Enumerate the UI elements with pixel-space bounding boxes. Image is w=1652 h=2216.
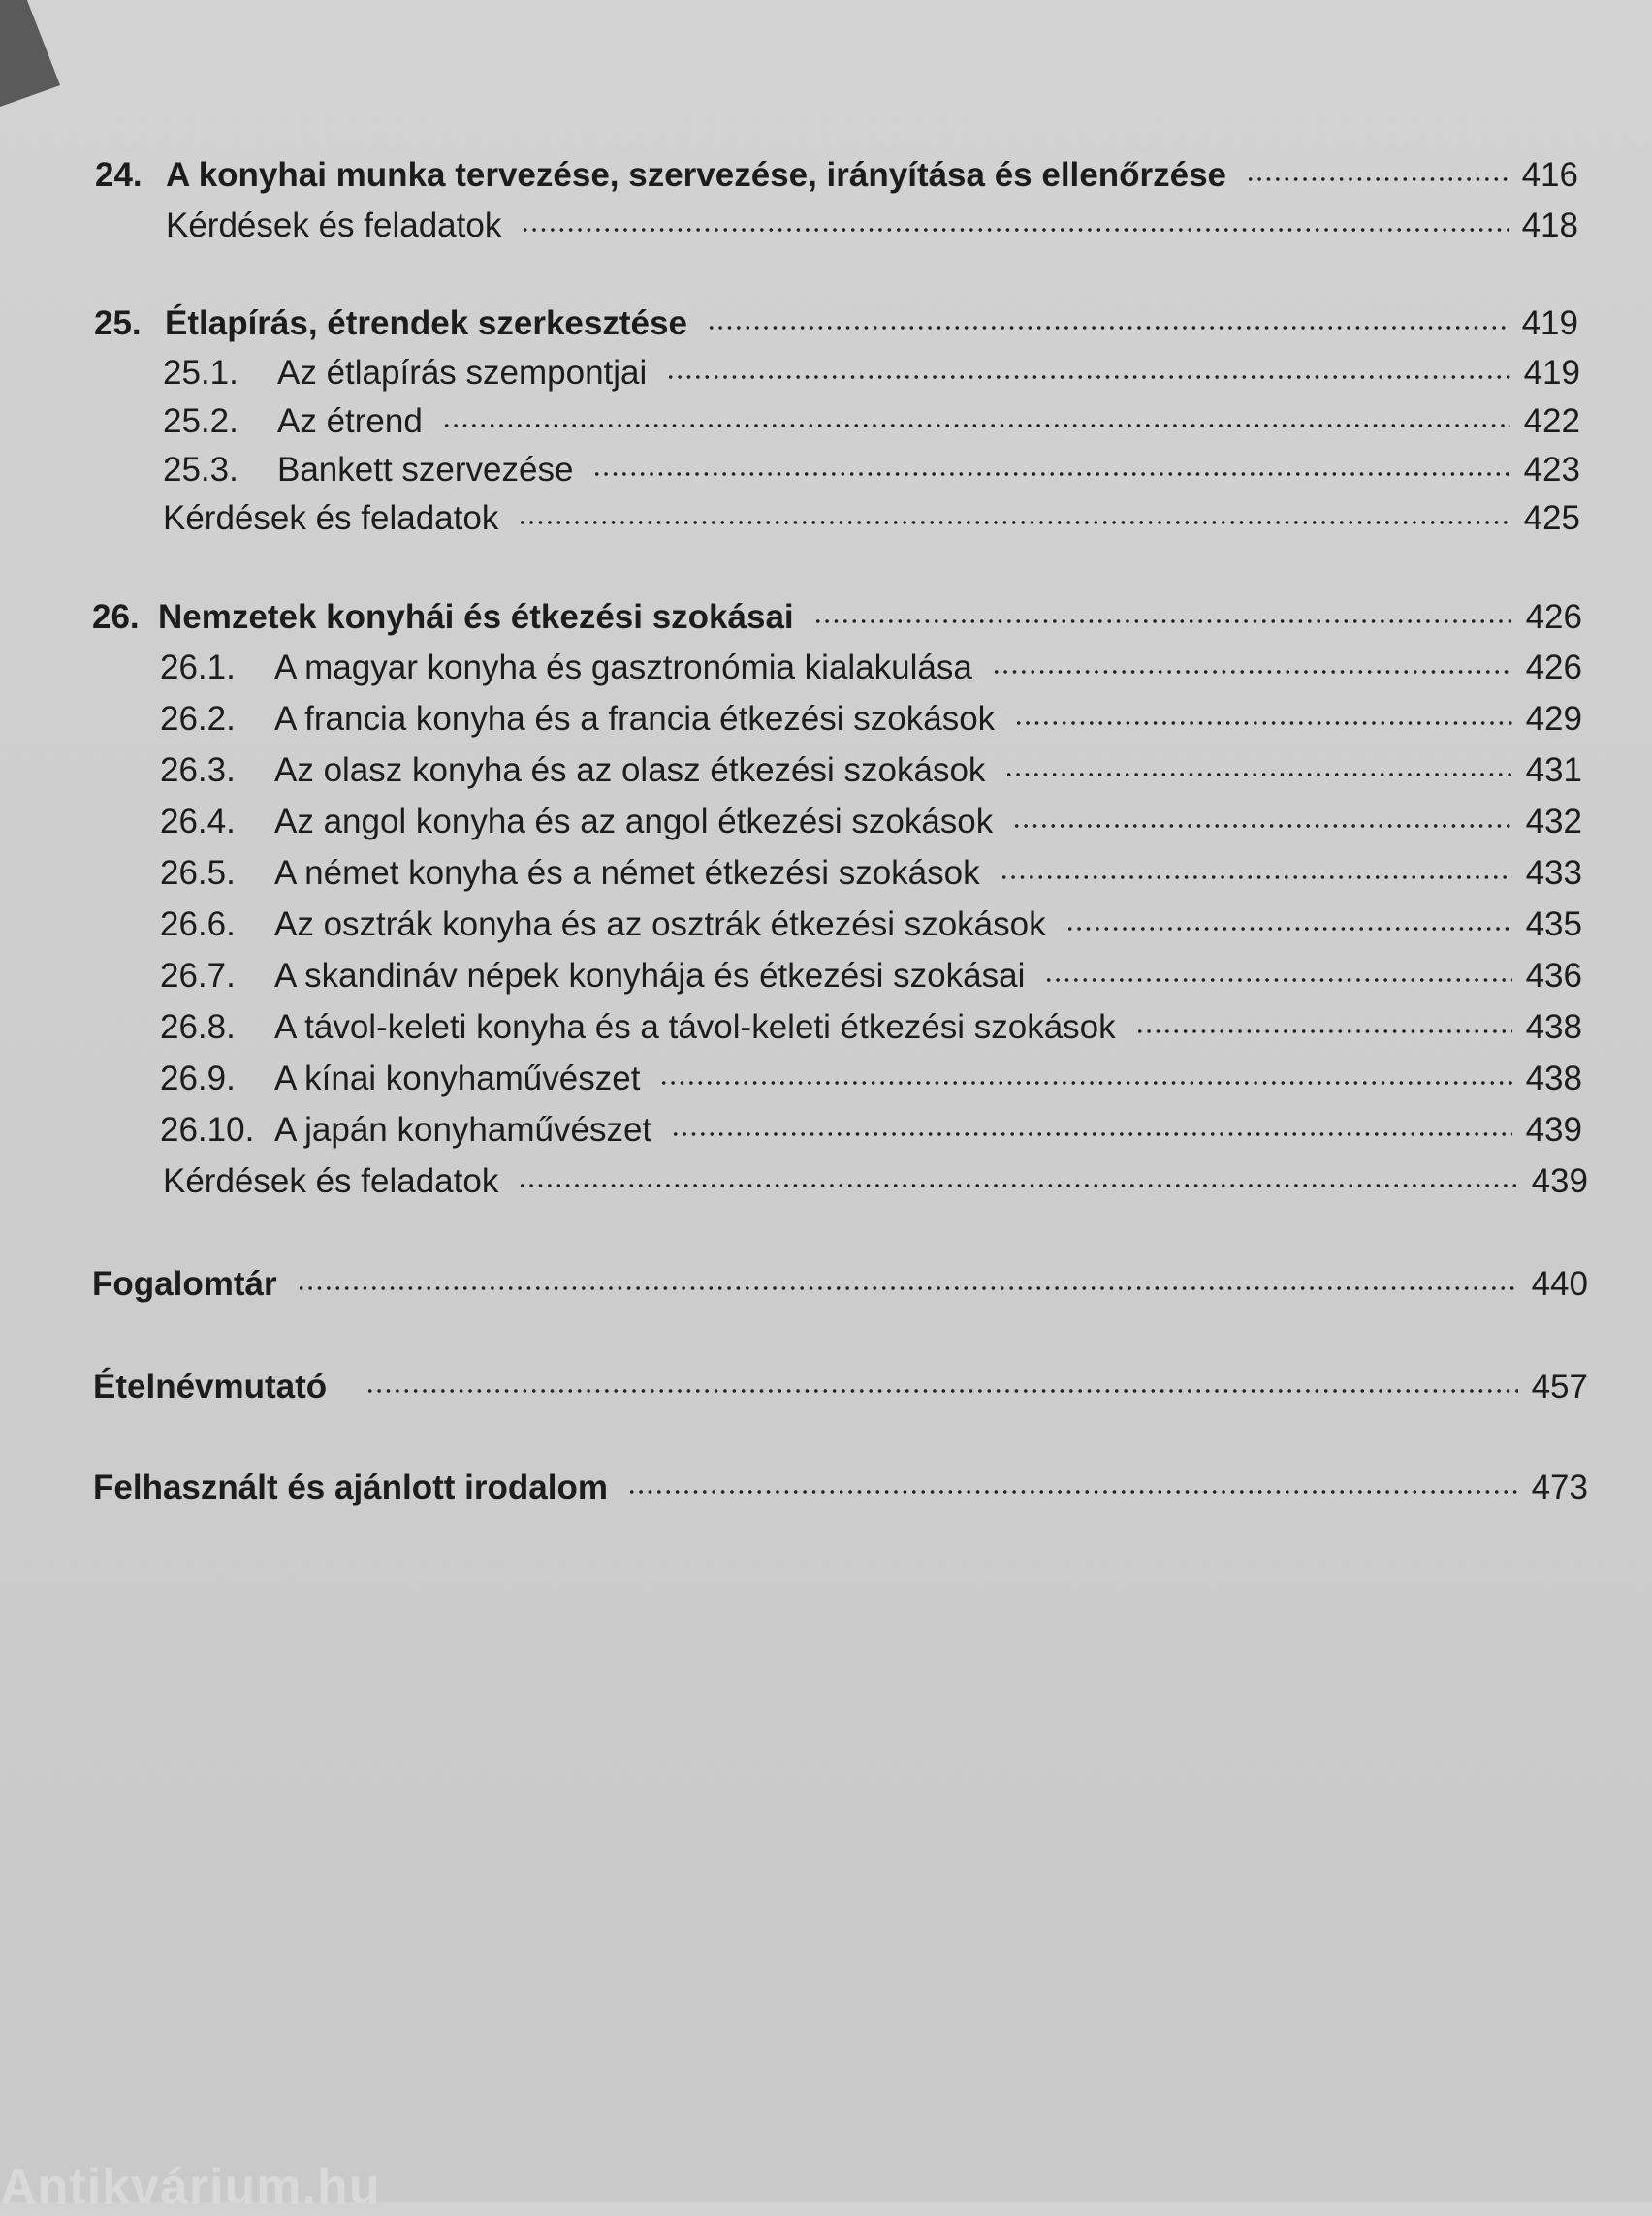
- toc-bibliography[interactable]: [93, 1466, 1588, 1516]
- section-title: A magyar konyha és gasztronómia kialakulása: [274, 649, 972, 686]
- page-number: 426: [1525, 598, 1582, 636]
- dot-leader: [813, 595, 1512, 628]
- toc-section-26-6[interactable]: [160, 902, 1582, 953]
- dot-leader: [1135, 1005, 1512, 1038]
- section-title: A távol-keleti konyha és a távol-keleti étkezési szokások: [274, 1008, 1116, 1046]
- section-number: 26.9.: [160, 1060, 236, 1097]
- toc-section-26-8[interactable]: [160, 1005, 1582, 1056]
- dot-leader: [521, 204, 1508, 237]
- questions-label: Kérdések és feladatok: [163, 1162, 499, 1200]
- section-title: A skandináv népek konyhája és étkezési szokásai: [274, 957, 1026, 995]
- section-number: 26.6.: [160, 905, 236, 943]
- dot-leader: [1065, 902, 1512, 935]
- page-number: 418: [1521, 206, 1578, 244]
- page-number: 457: [1531, 1368, 1588, 1406]
- dot-leader: [1014, 697, 1511, 730]
- section-number: 26.7.: [160, 957, 236, 995]
- toc-section-26-7[interactable]: [160, 954, 1582, 1004]
- page-number: 416: [1521, 156, 1578, 194]
- page-number: 433: [1525, 854, 1582, 892]
- page-number: 419: [1523, 354, 1580, 392]
- page-number: 432: [1525, 803, 1582, 840]
- section-title: Bankett szervezése: [277, 451, 574, 489]
- toc-section-26-2[interactable]: [160, 697, 1582, 747]
- watermark-text: Antikvárium.hu: [0, 2159, 381, 2215]
- toc-section-25-3[interactable]: [163, 448, 1580, 498]
- page-number: 439: [1525, 1111, 1582, 1149]
- chapter-title: Étlapírás, étrendek szerkesztése: [165, 304, 687, 342]
- section-number: 26.1.: [160, 649, 236, 686]
- section-title: A francia konyha és a francia étkezési szokások: [274, 700, 996, 738]
- section-number: 26.5.: [160, 854, 236, 892]
- toc-section-26-10[interactable]: [160, 1108, 1582, 1158]
- chapter-title: A konyhai munka tervezése, szervezése, irányítása és ellenőrzése: [166, 156, 1227, 194]
- toc-section-25-2[interactable]: [163, 399, 1580, 450]
- dot-leader: [1044, 954, 1511, 987]
- questions-label: Kérdések és feladatok: [163, 499, 499, 537]
- section-number: 26.3.: [160, 751, 236, 789]
- dot-leader: [1004, 748, 1511, 781]
- section-number: 25.1.: [163, 354, 238, 392]
- toc-section-26-3[interactable]: [160, 748, 1582, 799]
- chapter-number: 25.: [94, 304, 142, 342]
- toc-section-25-1[interactable]: [163, 351, 1580, 401]
- dot-leader: [707, 301, 1509, 334]
- page-number: 438: [1525, 1008, 1582, 1046]
- toc-section-26-5[interactable]: [160, 851, 1582, 902]
- page-number: 422: [1523, 402, 1580, 440]
- page-number: 436: [1525, 957, 1582, 995]
- glossary-title: Fogalomtár: [92, 1265, 277, 1303]
- page-number: 435: [1525, 905, 1582, 943]
- dot-leader: [627, 1466, 1518, 1499]
- dot-leader: [666, 351, 1509, 384]
- toc-chapter-24[interactable]: [95, 153, 1578, 204]
- dot-leader: [592, 448, 1509, 481]
- section-number: 26.2.: [160, 700, 236, 738]
- dot-leader: [365, 1365, 1517, 1398]
- bibliography-title: Felhasznált és ajánlott irodalom: [93, 1469, 608, 1506]
- page-number: 431: [1525, 751, 1582, 789]
- dot-leader: [671, 1108, 1511, 1141]
- section-title: Az olasz konyha és az olasz étkezési szokások: [274, 751, 986, 789]
- section-number: 26.10.: [160, 1111, 255, 1149]
- section-title: A kínai konyhaművészet: [274, 1060, 641, 1097]
- chapter-number: 26.: [92, 598, 140, 636]
- page-corner-shadow: [0, 0, 60, 107]
- page-number: 439: [1531, 1162, 1588, 1200]
- section-number: 26.4.: [160, 803, 236, 840]
- page-number: 438: [1525, 1060, 1582, 1097]
- chapter-title: Nemzetek konyhái és étkezési szokásai: [158, 598, 794, 636]
- dot-leader: [1012, 800, 1511, 833]
- dot-leader: [297, 1262, 1518, 1295]
- toc-section-26-4[interactable]: [160, 800, 1582, 850]
- toc-questions-26[interactable]: [163, 1159, 1588, 1210]
- section-title: A japán konyhaművészet: [274, 1111, 652, 1149]
- dot-leader: [442, 399, 1510, 432]
- page-number: 473: [1531, 1469, 1588, 1506]
- toc-questions-25[interactable]: [163, 496, 1580, 547]
- toc-dish-index[interactable]: [93, 1365, 1588, 1415]
- page-number: 429: [1525, 700, 1582, 738]
- toc-glossary[interactable]: [92, 1262, 1588, 1313]
- section-title: A német konyha és a német étkezési szokások: [274, 854, 980, 892]
- toc-chapter-26[interactable]: [92, 595, 1582, 646]
- dot-leader: [518, 496, 1509, 529]
- chapter-number: 24.: [95, 156, 143, 194]
- page-number: 425: [1523, 499, 1580, 537]
- section-title: Az osztrák konyha és az osztrák étkezési szokások: [274, 905, 1046, 943]
- section-title: Az étrend: [277, 402, 423, 440]
- section-title: Az étlapírás szempontjai: [277, 354, 648, 392]
- toc-section-26-9[interactable]: [160, 1057, 1582, 1107]
- dot-leader: [659, 1057, 1511, 1090]
- page-number: 426: [1525, 649, 1582, 686]
- toc-chapter-25[interactable]: [94, 301, 1578, 352]
- dot-leader: [992, 646, 1512, 679]
- section-number: 25.2.: [163, 402, 238, 440]
- section-number: 25.3.: [163, 451, 238, 489]
- page-number: 423: [1523, 451, 1580, 489]
- dot-leader: [1000, 851, 1512, 884]
- toc-questions-24[interactable]: [166, 204, 1578, 254]
- questions-label: Kérdések és feladatok: [166, 206, 502, 244]
- section-number: 26.8.: [160, 1008, 236, 1046]
- dish-index-title: Ételnévmutató: [93, 1368, 328, 1406]
- dot-leader: [518, 1159, 1517, 1192]
- page-number: 419: [1521, 304, 1578, 342]
- section-title: Az angol konyha és az angol étkezési szokások: [274, 803, 994, 840]
- page-number: 440: [1531, 1265, 1588, 1303]
- dot-leader: [1246, 153, 1509, 186]
- toc-section-26-1[interactable]: [160, 646, 1582, 696]
